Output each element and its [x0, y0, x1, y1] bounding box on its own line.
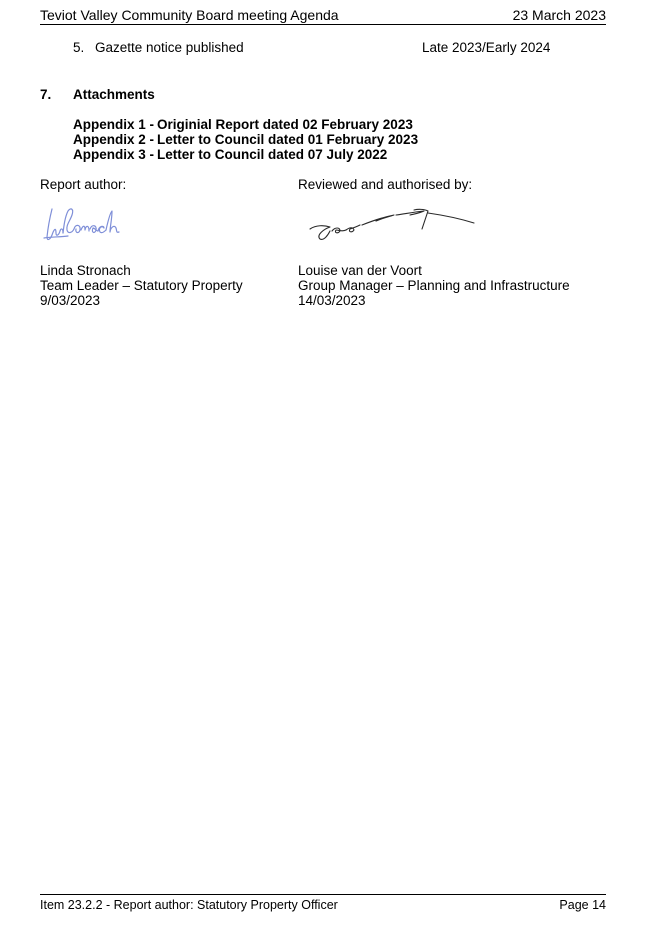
report-author-label: Report author: — [40, 177, 127, 192]
footer-page-number: Page 14 — [559, 898, 606, 912]
reviewer-signature — [302, 203, 482, 245]
timeline-item-timing: Late 2023/Early 2024 — [422, 40, 551, 55]
author-signature — [38, 203, 138, 245]
reviewer-date: 14/03/2023 — [298, 293, 366, 308]
page-header-title: Teviot Valley Community Board meeting Agenda — [40, 7, 339, 23]
appendix-2-label: Appendix 2 - — [73, 132, 155, 147]
header-rule — [40, 24, 606, 25]
author-title: Team Leader – Statutory Property — [40, 278, 243, 293]
appendix-3-label: Appendix 3 - — [73, 147, 155, 162]
author-name: Linda Stronach — [40, 263, 131, 278]
reviewer-label: Reviewed and authorised by: — [298, 177, 473, 192]
reviewer-name: Louise van der Voort — [298, 263, 422, 278]
page-header-date: 23 March 2023 — [512, 7, 606, 23]
section-heading: Attachments — [73, 87, 155, 102]
appendix-1-link[interactable]: Originial Report dated 02 February 2023 — [157, 117, 413, 132]
footer-rule — [40, 894, 606, 895]
footer-item: Item 23.2.2 - Report author: Statutory Property Officer — [40, 898, 338, 912]
timeline-item-label: Gazette notice published — [95, 40, 244, 55]
section-number: 7. — [40, 87, 52, 102]
appendix-3-link[interactable]: Letter to Council dated 07 July 2022 — [157, 147, 388, 162]
appendix-2-link[interactable]: Letter to Council dated 01 February 2023 — [157, 132, 419, 147]
appendix-1-label: Appendix 1 - — [73, 117, 155, 132]
reviewer-title: Group Manager – Planning and Infrastructure — [298, 278, 570, 293]
timeline-item-number: 5. — [73, 40, 85, 55]
author-date: 9/03/2023 — [40, 293, 101, 308]
